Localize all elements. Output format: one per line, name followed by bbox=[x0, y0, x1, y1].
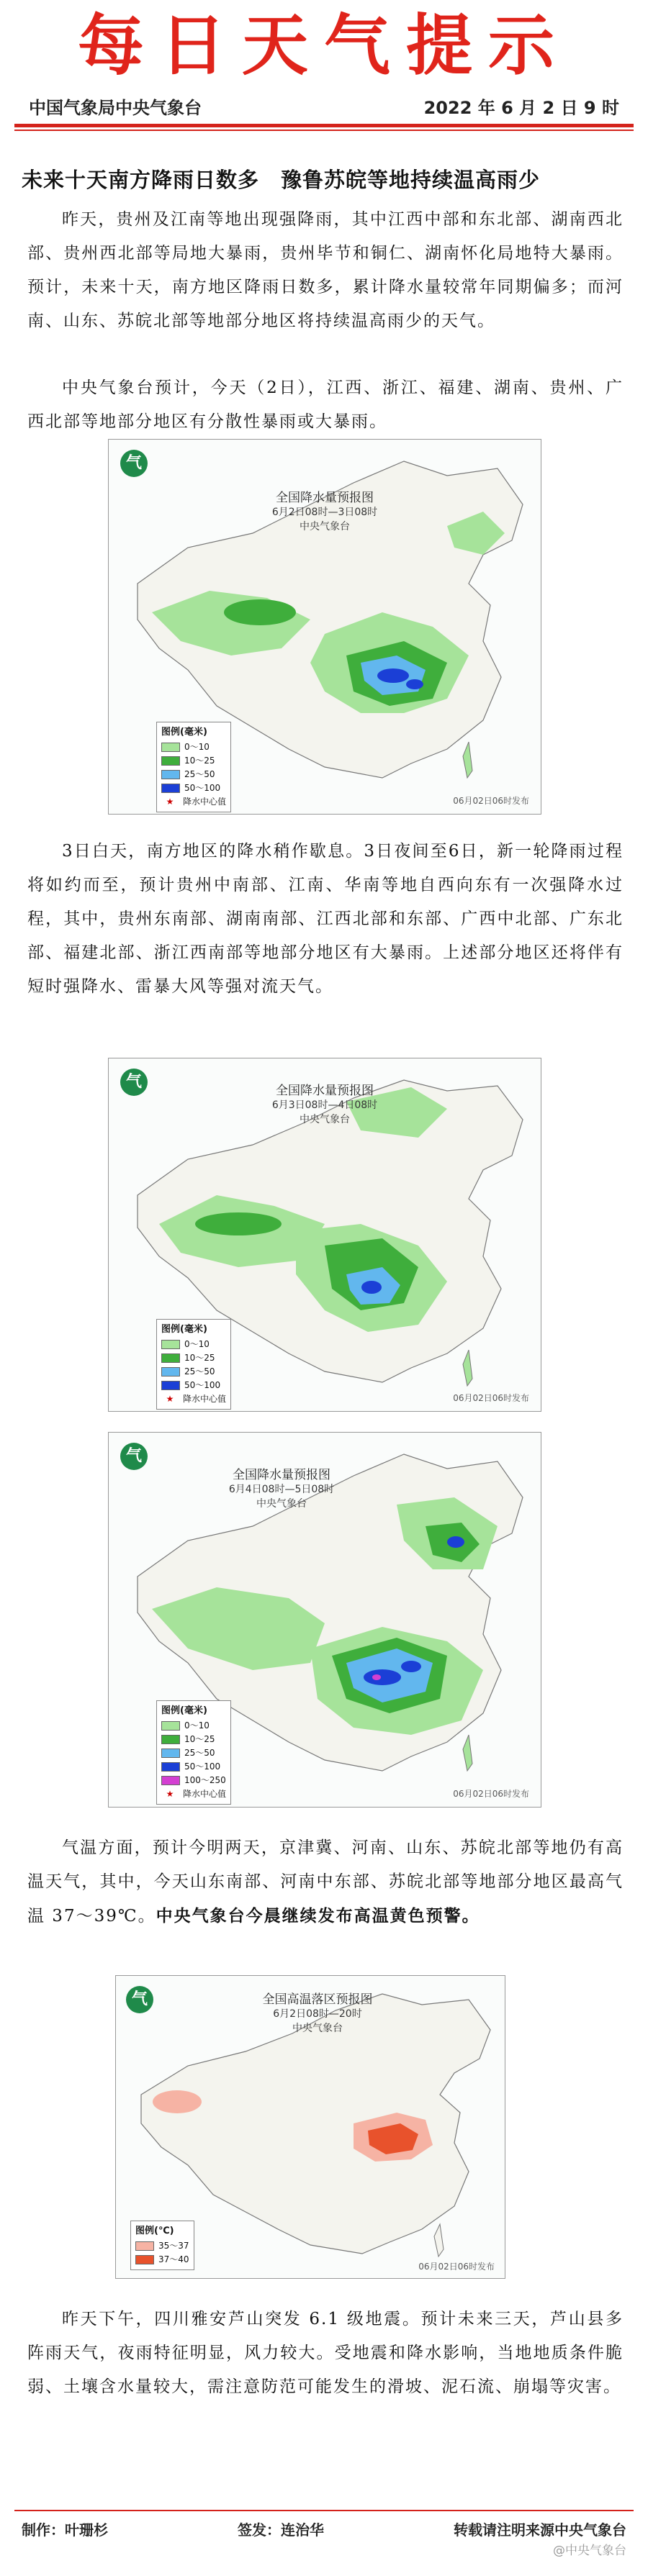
cma-logo: 气 bbox=[126, 1986, 153, 2013]
heat-map bbox=[115, 1975, 505, 2279]
footer-note: 转载请注明来源中央气象台 bbox=[454, 2521, 626, 2539]
precip-map-2 bbox=[108, 1058, 541, 1412]
footer-divider bbox=[14, 2510, 634, 2511]
signer-name: 连治华 bbox=[281, 2521, 324, 2539]
legend-swatch bbox=[135, 2255, 154, 2264]
legend-swatch bbox=[161, 1762, 180, 1772]
legend-swatch bbox=[161, 1381, 180, 1390]
map-issued: 06月02日06时发布 bbox=[453, 1789, 529, 1799]
paragraph-1: 昨天，贵州及江南等地出现强降雨，其中江西中部和东北部、湖南西北部、贵州西北部等局地大暴雨，贵州毕节和铜仁、湖南怀化局地特大暴雨。预计，未来十天，南方地区降雨日数多，累计降水量较常年同期偏多；而河南、山东、苏皖北部等地部分地区将持续温高雨少的天气。 bbox=[27, 210, 624, 330]
editor-label: 制作： bbox=[22, 2521, 65, 2539]
legend-label: 35～37 bbox=[158, 2241, 189, 2251]
map-issued: 06月02日06时发布 bbox=[418, 2262, 495, 2272]
precip-map-1 bbox=[108, 439, 541, 815]
legend-row bbox=[135, 2239, 189, 2253]
legend-row bbox=[161, 754, 226, 768]
map-period: 6月2日08时—3日08时 bbox=[271, 507, 378, 518]
legend-row bbox=[161, 795, 226, 809]
legend-swatch bbox=[161, 1367, 180, 1377]
legend-row bbox=[161, 1746, 226, 1760]
legend-row bbox=[161, 768, 226, 781]
legend-label: 10～25 bbox=[184, 1734, 215, 1744]
precip-map-3 bbox=[108, 1432, 541, 1808]
map-period: 6月2日08时—20时 bbox=[273, 2008, 362, 2020]
legend-label: 降水中心值 bbox=[183, 797, 227, 807]
legend-row bbox=[161, 1760, 226, 1774]
header-divider bbox=[14, 124, 634, 127]
map-title: 全国降水量预报图 bbox=[276, 1084, 374, 1098]
legend-label: 10～25 bbox=[184, 756, 215, 766]
watermark: @中央气象台 bbox=[553, 2544, 626, 2558]
legend-swatch bbox=[161, 1749, 180, 1758]
paragraph-2: 中央气象台预计，今天（2日），江西、浙江、福建、湖南、贵州、广西北部等地部分地区有分散性暴雨或大暴雨。 bbox=[27, 378, 624, 431]
star-icon: ★ bbox=[166, 1394, 174, 1404]
legend-title: 图例(毫米) bbox=[161, 727, 207, 738]
map-legend bbox=[156, 1319, 231, 1410]
legend-title: 图例(毫米) bbox=[161, 1705, 207, 1716]
map-legend bbox=[130, 2221, 194, 2270]
map-org: 中央气象台 bbox=[292, 2023, 343, 2034]
legend-label: 0～10 bbox=[184, 742, 210, 752]
footer-editor bbox=[22, 2518, 108, 2539]
temperature-text: 气温方面，预计今明两天，京津冀、河南、山东、苏皖北部等地仍有高温天气，其中，今天山东南部、河南中东部、苏皖北部等地部分地区最高气温 37～39℃。 bbox=[27, 1838, 624, 1926]
map-title: 全国降水量预报图 bbox=[233, 1468, 330, 1482]
cma-logo: 气 bbox=[120, 1443, 148, 1470]
map-legend bbox=[156, 1700, 231, 1805]
map-title: 全国高温落区预报图 bbox=[262, 1992, 373, 2007]
map-org: 中央气象台 bbox=[300, 1114, 350, 1125]
org-name: 中国气象局中央气象台 bbox=[29, 98, 202, 118]
legend-label: 10～25 bbox=[184, 1353, 215, 1363]
legend-row bbox=[161, 1379, 226, 1392]
signer-label: 签发： bbox=[238, 2521, 281, 2539]
legend-row bbox=[161, 1351, 226, 1365]
page-title: 每日天气提示 bbox=[77, 6, 570, 84]
legend-row bbox=[161, 781, 226, 795]
legend-label: 100～250 bbox=[184, 1775, 226, 1785]
legend-swatch bbox=[161, 1340, 180, 1349]
map-issued: 06月02日06时发布 bbox=[453, 1393, 529, 1403]
map-org: 中央气象台 bbox=[300, 521, 350, 532]
issue-datetime: 2022 年 6 月 2 日 9 时 bbox=[423, 98, 619, 118]
legend-row bbox=[161, 740, 226, 754]
legend-label: 37～40 bbox=[158, 2254, 189, 2264]
legend-row bbox=[161, 1365, 226, 1379]
legend-row bbox=[161, 1774, 226, 1787]
legend-row bbox=[161, 1787, 226, 1801]
legend-row bbox=[161, 1392, 226, 1406]
legend-label: 50～100 bbox=[184, 1761, 221, 1772]
map-issued: 06月02日06时发布 bbox=[453, 796, 529, 806]
cma-logo: 气 bbox=[120, 1069, 148, 1096]
legend-title: 图例(毫米) bbox=[161, 1324, 207, 1335]
star-icon: ★ bbox=[166, 797, 174, 807]
map-org: 中央气象台 bbox=[256, 1498, 307, 1510]
map-period: 6月3日08时—4日08时 bbox=[271, 1099, 378, 1111]
paragraph-temperature bbox=[27, 1831, 624, 1933]
paragraph-4: 昨天下午，四川雅安芦山突发 6.1 级地震。预计未来三天，芦山县多阵雨天气，夜雨特征明显，风力较大。受地震和降水影响，当地地质条件脆弱、土壤含水量较大，需注意防范可能发生的滑坡、泥石流、崩塌等灾害。 bbox=[27, 2310, 624, 2396]
editor-name: 叶珊杉 bbox=[65, 2521, 108, 2539]
cma-logo: 气 bbox=[120, 450, 148, 477]
footer-signer bbox=[238, 2518, 324, 2539]
legend-swatch bbox=[161, 1721, 180, 1731]
legend-row bbox=[161, 1719, 226, 1733]
legend-row bbox=[161, 1733, 226, 1746]
legend-label: 0～10 bbox=[184, 1339, 210, 1349]
map-legend bbox=[156, 722, 231, 812]
paragraph-3: 3日白天，南方地区的降水稍作歇息。3日夜间至6日，新一轮降雨过程将如约而至，预计贵州中南部、江南、华南等地自西向东有一次强降水过程，其中，贵州东南部、湖南南部、江西北部和东部、广西中北部、广东北部、福建北部、浙江西南部等地部分地区有大暴雨。上述部分地区还将伴有短时强降水、雷暴大风等强对流天气。 bbox=[27, 842, 624, 996]
legend-label: 50～100 bbox=[184, 783, 221, 793]
star-icon: ★ bbox=[166, 1789, 174, 1799]
legend-label: 降水中心值 bbox=[183, 1394, 227, 1404]
legend-swatch bbox=[135, 2241, 154, 2251]
legend-label: 25～50 bbox=[184, 1366, 215, 1377]
legend-label: 0～10 bbox=[184, 1720, 210, 1731]
legend-label: 25～50 bbox=[184, 1748, 215, 1758]
legend-swatch bbox=[161, 1735, 180, 1744]
legend-label: 50～100 bbox=[184, 1380, 221, 1390]
legend-swatch bbox=[161, 743, 180, 752]
legend-swatch bbox=[161, 756, 180, 766]
legend-swatch bbox=[161, 784, 180, 793]
legend-title: 图例(℃) bbox=[135, 2226, 174, 2236]
header-divider-thin bbox=[14, 130, 634, 131]
legend-swatch bbox=[161, 770, 180, 779]
headline: 未来十天南方降雨日数多 豫鲁苏皖等地持续温高雨少 bbox=[22, 168, 541, 192]
legend-label: 降水中心值 bbox=[183, 1789, 227, 1799]
legend-swatch bbox=[161, 1353, 180, 1363]
warning-text: 中央气象台今晨继续发布高温黄色预警。 bbox=[156, 1906, 480, 1926]
legend-swatch bbox=[161, 1776, 180, 1785]
map-title: 全国降水量预报图 bbox=[276, 491, 374, 505]
legend-row bbox=[161, 1338, 226, 1351]
map-period: 6月4日08时—5日08时 bbox=[228, 1484, 335, 1495]
legend-label: 25～50 bbox=[184, 769, 215, 779]
legend-row bbox=[135, 2253, 189, 2267]
